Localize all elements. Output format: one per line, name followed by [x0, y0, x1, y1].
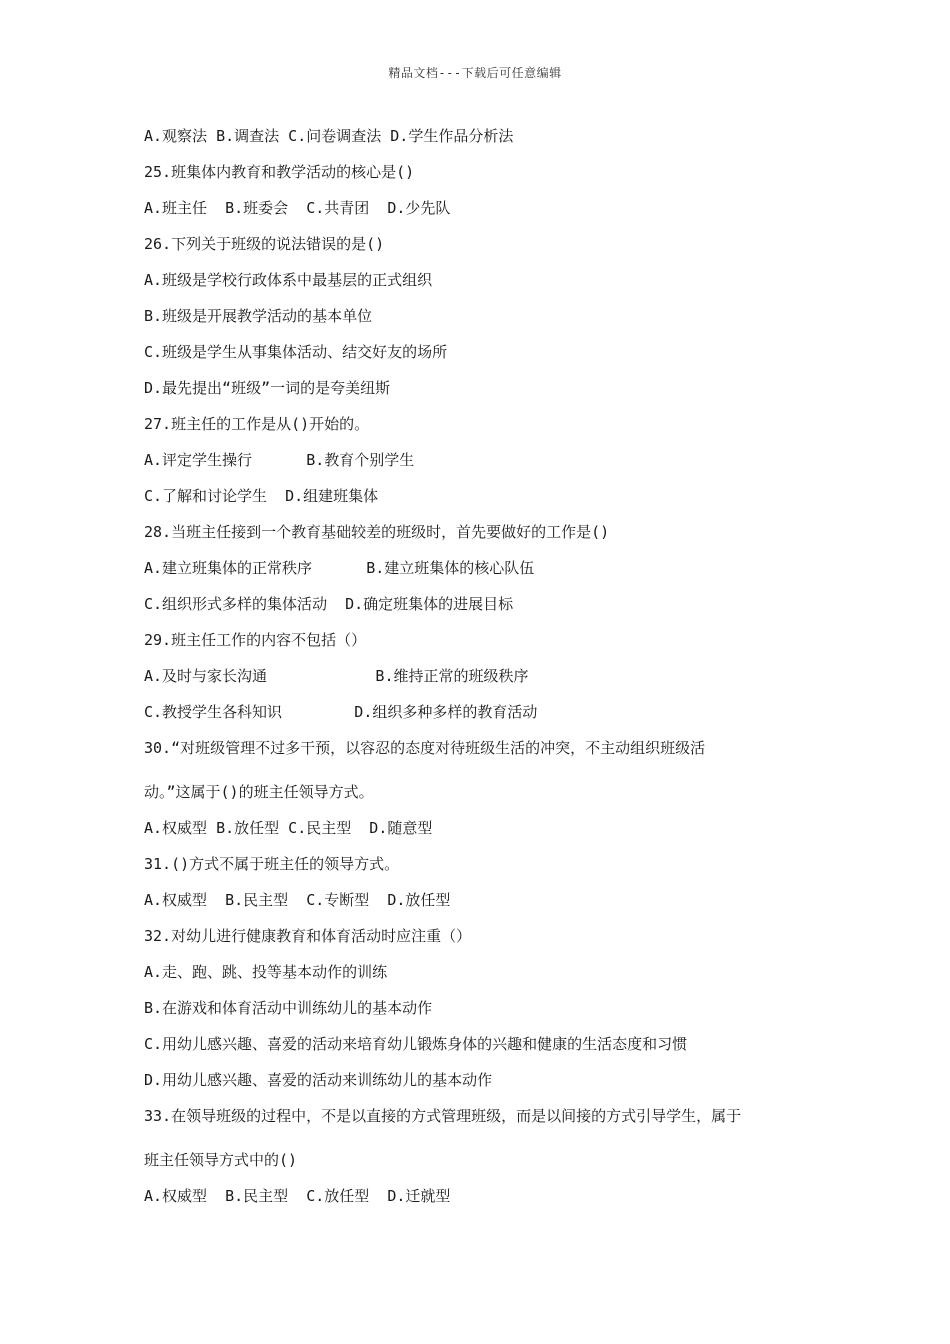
- text-line-23: 32.对幼儿进行健康教育和体育活动时应注重（）: [144, 927, 472, 945]
- text-line-9: 27.班主任的工作是从()开始的。: [144, 415, 370, 433]
- text-line-22: A.权威型 B.民主型 C.专断型 D.放任型: [144, 891, 451, 909]
- text-line-15: 29.班主任工作的内容不包括（）: [144, 631, 367, 649]
- text-line-20: A.权威型 B.放任型 C.民主型 D.随意型: [144, 819, 433, 837]
- text-line-27: D.用幼儿感兴趣、喜爱的活动来训练幼儿的基本动作: [144, 1071, 493, 1089]
- page-header: 精品文档---下载后可任意编辑: [388, 66, 562, 80]
- text-line-7: C.班级是学生从事集体活动、结交好友的场所: [144, 343, 448, 361]
- text-line-1: A.观察法 B.调查法 C.问卷调查法 D.学生作品分析法: [144, 127, 514, 145]
- text-line-5: A.班级是学校行政体系中最基层的正式组织: [144, 271, 433, 289]
- text-line-3: A.班主任 B.班委会 C.共青团 D.少先队: [144, 199, 451, 217]
- text-line-24: A.走、跑、跳、投等基本动作的训练: [144, 963, 388, 981]
- text-line-11: C.了解和讨论学生 D.组建班集体: [144, 487, 379, 505]
- text-line-21: 31.()方式不属于班主任的领导方式。: [144, 855, 400, 873]
- text-line-26: C.用幼儿感兴趣、喜爱的活动来培育幼儿锻炼身体的兴趣和健康的生活态度和习惯: [144, 1035, 688, 1053]
- text-line-29: 班主任领导方式中的(): [144, 1151, 298, 1169]
- text-line-14: C.组织形式多样的集体活动 D.确定班集体的进展目标: [144, 595, 514, 613]
- text-line-12: 28.当班主任接到一个教育基础较差的班级时，首先要做好的工作是(): [144, 523, 610, 541]
- text-line-19: 动。”这属于()的班主任领导方式。: [144, 783, 374, 801]
- text-line-17: C.教授学生各科知识 D.组织多种多样的教育活动: [144, 703, 538, 721]
- text-line-8: D.最先提出“班级”一词的是夸美纽斯: [144, 379, 391, 397]
- text-line-2: 25.班集体内教育和教学活动的核心是(): [144, 163, 415, 181]
- text-line-30: A.权威型 B.民主型 C.放任型 D.迁就型: [144, 1187, 451, 1205]
- text-line-16: A.及时与家长沟通 B.维持正常的班级秩序: [144, 667, 529, 685]
- document-body: [144, 126, 814, 1222]
- text-line-28: 33.在领导班级的过程中，不是以直接的方式管理班级，而是以间接的方式引导学生，属于: [144, 1107, 742, 1125]
- text-line-13: A.建立班集体的正常秩序 B.建立班集体的核心队伍: [144, 559, 535, 577]
- text-line-4: 26.下列关于班级的说法错误的是(): [144, 235, 385, 253]
- text-line-18: 30.“对班级管理不过多干预，以容忍的态度对待班级生活的冲突，不主动组织班级活: [144, 739, 706, 757]
- text-line-10: A.评定学生操行 B.教育个别学生: [144, 451, 415, 469]
- text-line-6: B.班级是开展教学活动的基本单位: [144, 307, 373, 325]
- text-line-25: B.在游戏和体育活动中训练幼儿的基本动作: [144, 999, 433, 1017]
